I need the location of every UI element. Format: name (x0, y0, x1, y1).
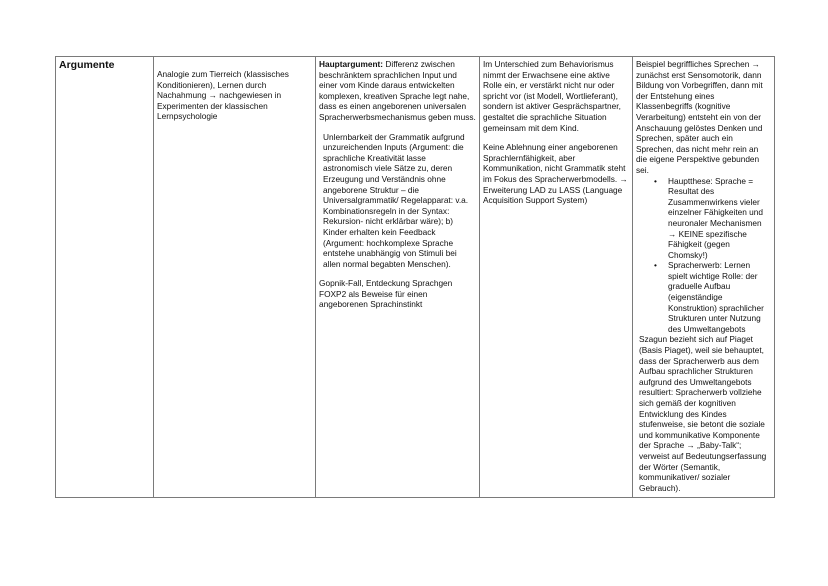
interactionism-cell (480, 57, 633, 498)
nativism-paragraph-3: Gopnik-Fall, Entdeckung Sprachgen FOXP2 als Beweise für einen angeborenen Sprachinstinkt (319, 278, 453, 310)
bullet-icon: • (654, 260, 657, 271)
behaviorism-cell (154, 57, 316, 498)
bullet-icon: • (654, 175, 657, 186)
bullet-text: Hauptthese: Sprache = Resultat des Zusammenwirkens vieler einzelner Fähigkeiten und neuronaler Mechanismen → KEINE spezifische Fähigkeit (gegen Chomsky!) (668, 175, 764, 260)
cognitivism-cell (633, 57, 775, 498)
list-item (654, 176, 771, 261)
nativism-cell (316, 57, 480, 498)
cognitivism-intro: Beispiel begriffliches Sprechen → zunächst erst Sensomotorik, dann Bildung von Vorbegriffen, dann mit der Entstehung eines Klassenbegriffs (kognitive Verarbeitung) entsteht ein von der Anschauung gelöstes Denken und Sprechen, später auch ein Sprechen, das nicht mehr rein an die eigene Perspektive gebunden sei. (636, 59, 763, 175)
row-heading-cell (56, 57, 154, 498)
list-item (654, 260, 771, 334)
nativism-paragraph-2: Unlernbarkeit der Grammatik aufgrund unzureichenden Inputs (Argument: die sprachliche Kreativität lasse astronomisch viele Sätze zu, deren Erzeugung und Verständnis ohne angeborene Struktur – die Universalgrammatik/ Regelapparat: v.a. Kombinationsregeln in der Syntax: Rekursion- nicht erklärbar wäre); b) Kinder erhalten kein Feedback (Argument: hochkomplexe Sprache entstehe unabhängig von Stimuli bei allen normal begabten Menschen). (323, 131, 469, 269)
cognitivism-conclusion: Szagun bezieht sich auf Piaget (Basis Piaget), weil sie behauptet, dass der Spracherwerb aus dem Aufbau sprachlicher Strukturen aufgrund des Umweltangebots resultiert: Spracherwerb vollziehe sich gemäß der kognitiven Entwicklung des Kindes stufenweise, sie betont die soziale und kommunikative Komponente der Sprache → „Baby-Talk“; verweist auf Bedeutungserfassung der Wörter (Semantik, kommunikativer/ sozialer Gebrauch). (639, 334, 767, 493)
arguments-table (55, 56, 775, 498)
main-argument-text: Differenz zwischen beschränktem sprachlichen Input und einer vom Kinde daraus entwickelten komplexen, kreativen Sprache legt nahe, dass es einen angeborenen universalen Spracherwerbsmechanismus geben muss. (319, 59, 476, 122)
nativism-main-argument (319, 59, 476, 123)
behaviorism-text: Analogie zum Tierreich (klassisches Konditionieren), Lernen durch Nachahmung → nachgewiesen in Experimenten der klassischen Lernpsychologie (157, 69, 289, 122)
cognitivism-bullet-list (636, 176, 771, 335)
interactionism-paragraph-2: Keine Ablehnung einer angeborenen Sprachlernfähigkeit, aber Kommunikation, nicht Grammatik steht im Fokus des Spracherwerbmodells. → Erweiterung LAD zu LASS (Language Acquisition Support System) (483, 142, 628, 206)
bullet-text: Spracherwerb: Lernen spielt wichtige Rolle: der graduelle Aufbau (eigenständige Konstruktion) sprachlicher Strukturen unter Nutzung des Umweltangebots (668, 260, 764, 334)
table-row (56, 57, 775, 498)
interactionism-paragraph-1: Im Unterschied zum Behaviorismus nimmt der Erwachsene eine aktive Rolle ein, er verstärkt nicht nur oder spricht vor (ist Modell, Wortlieferant), sondern ist aktiver Gesprächspartner, gestaltet die sprachliche Situation gemeinsam mit dem Kind. (483, 59, 621, 133)
main-argument-label: Hauptargument: (319, 59, 384, 69)
row-heading: Argumente (59, 59, 115, 71)
